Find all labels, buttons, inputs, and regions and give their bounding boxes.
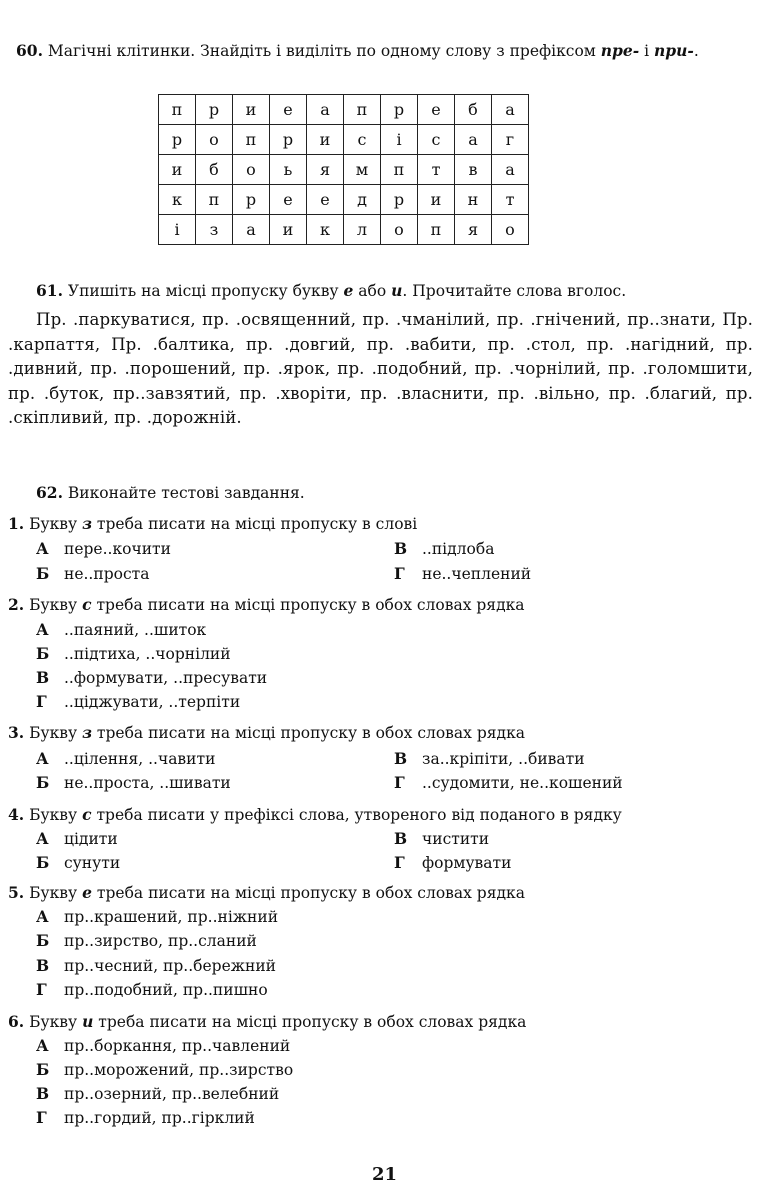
option-text: не..чеплений [422,565,532,583]
grid-cell[interactable]: а [307,95,344,125]
option-label: В [36,956,50,975]
option-v[interactable] [36,667,267,689]
option-text: пр..чесний, пр..бережний [64,957,277,975]
grid-cell[interactable]: и [233,95,270,125]
grid-cell[interactable]: п [233,125,270,155]
grid-cell[interactable]: в [455,155,492,185]
option-label: Б [36,773,50,792]
grid-cell[interactable]: р [159,125,196,155]
grid-row [159,155,529,185]
question-4 [8,804,622,826]
option-h[interactable] [394,852,511,874]
grid-cell[interactable]: о [196,125,233,155]
option-label: Б [36,564,50,583]
question-text: треба писати на місці пропуску в слові [92,515,418,533]
option-text: ..паяний, ..шиток [64,621,207,639]
task-60-heading [16,40,761,62]
option-label: Г [394,564,405,583]
task-62-number: 62. [36,483,63,502]
grid-cell[interactable]: п [159,95,196,125]
option-text: пр..озерний, пр..велебний [64,1085,280,1103]
option-text: пр..морожений, пр..зирство [64,1061,294,1079]
question-letter: з [82,723,92,742]
grid-cell[interactable]: е [270,185,307,215]
grid-cell[interactable]: л [344,215,381,245]
question-text: Букву [24,806,83,824]
option-text: пр..крашений, пр..ніжний [64,908,279,926]
option-h[interactable] [36,691,240,713]
option-label: В [394,829,408,848]
question-number: 2. [8,595,25,614]
option-v[interactable] [394,828,489,850]
question-2 [8,594,525,616]
option-text: ..підтиха, ..чорнілий [64,645,231,663]
option-text: ..підлоба [422,540,495,558]
option-text: за..кріпіти, ..бивати [422,750,585,768]
grid-cell[interactable]: б [455,95,492,125]
grid-cell[interactable]: и [270,215,307,245]
question-1 [8,513,417,535]
grid-cell[interactable]: і [381,125,418,155]
option-label: А [36,829,49,848]
option-text: пр..зирство, пр..сланий [64,932,257,950]
grid-cell[interactable]: р [381,95,418,125]
option-text: ..формувати, ..пресувати [64,669,268,687]
option-label: В [36,1084,50,1103]
grid-cell[interactable]: я [455,215,492,245]
question-5 [8,882,525,904]
option-label: Г [394,773,405,792]
option-text: пере..кочити [64,540,171,558]
option-label: Б [36,853,50,872]
letter-y: и [391,281,403,300]
grid-cell[interactable]: а [455,125,492,155]
option-label: В [394,749,408,768]
letter-grid [158,94,529,245]
grid-cell[interactable]: о [492,215,529,245]
option-text: формувати [422,854,512,872]
question-6 [8,1011,526,1033]
option-text: пр..гордий, пр..гірклий [64,1109,255,1127]
grid-cell[interactable]: и [159,155,196,185]
option-v[interactable] [394,538,494,560]
grid-cell[interactable]: а [492,95,529,125]
task-61-text-c: . Прочитайте слова вголос. [402,282,627,300]
grid-cell[interactable]: б [196,155,233,185]
grid-cell[interactable]: т [492,185,529,215]
question-letter: з [82,514,92,533]
grid-cell[interactable]: и [307,125,344,155]
option-text: чистити [422,830,490,848]
task-60-text-c: . [693,42,699,60]
grid-cell[interactable]: о [233,155,270,185]
question-text: треба писати на місці пропуску в обох словах рядка [93,1013,527,1031]
option-label: Г [36,980,47,999]
page-number: 21 [371,1164,398,1185]
question-number: 1. [8,514,25,533]
grid-cell[interactable]: р [270,125,307,155]
option-label: Б [36,1060,50,1079]
grid-cell[interactable]: і [159,215,196,245]
grid-cell[interactable]: ь [270,155,307,185]
grid-cell[interactable]: а [492,155,529,185]
question-letter: и [82,1012,94,1031]
task-61-number: 61. [36,281,63,300]
option-text: ..судомити, не..кошений [422,774,623,792]
prefix-pry: при- [654,41,694,60]
question-text: треба писати на місці пропуску в обох словах рядка [91,596,525,614]
grid-row [159,215,529,245]
grid-row [159,185,529,215]
option-text: цідити [64,830,118,848]
option-label: А [36,539,49,558]
question-number: 6. [8,1012,25,1031]
grid-cell[interactable]: я [307,155,344,185]
option-label: Г [36,692,47,711]
task-61-word-list: Пр. .паркуватися, пр. .освященний, пр. .чманілий, пр. .гнічений, пр..знати, Пр. .карпаття, Пр. .балтика, пр. .довгий, пр. .вабити, пр. .стол, пр. .нагідний, пр. .дивний, пр. .порошений, пр. .ярок, пр. .подобний, пр. .чорнілий, пр. .голомшити, пр. .буток, пр..завзятий, пр. .хворіти, пр. .власнити, пр. .вільно, пр. .благий, пр. .скіпливий, пр. .дорожній. [8,310,753,427]
option-text: пр..подобний, пр..пишно [64,981,268,999]
question-text: Букву [24,515,83,533]
question-text: треба писати у префіксі слова, утвореного від поданого в рядку [91,806,622,824]
grid-cell[interactable]: п [418,215,455,245]
option-a[interactable] [36,906,278,928]
grid-row [159,95,529,125]
grid-cell[interactable]: д [344,185,381,215]
question-letter: с [82,805,92,824]
question-text: Букву [24,596,83,614]
grid-cell[interactable]: р [233,185,270,215]
question-text: Букву [24,724,83,742]
option-text: пр..боркання, пр..чавлений [64,1037,291,1055]
option-label: Б [36,644,50,663]
option-text: не..проста [64,565,150,583]
task-61-text-a: Упишіть на місці пропуску букву [62,282,344,300]
option-b[interactable] [36,772,231,794]
grid-cell[interactable]: р [381,185,418,215]
option-b[interactable] [36,563,149,585]
option-label: А [36,620,49,639]
grid-cell[interactable]: и [418,185,455,215]
option-label: А [36,907,49,926]
task-61-text-b: або [353,282,392,300]
option-a[interactable] [36,619,206,641]
question-letter: с [82,595,92,614]
option-label: В [394,539,408,558]
question-text: треба писати на місці пропуску в обох словах рядка [91,884,525,902]
option-a[interactable] [36,748,215,770]
grid-row [159,125,529,155]
grid-cell[interactable]: м [344,155,381,185]
option-h[interactable] [394,563,531,585]
option-label: Г [394,853,405,872]
prefix-pre: пре- [600,41,640,60]
option-text: не..проста, ..шивати [64,774,231,792]
letter-e: е [343,281,354,300]
option-b[interactable] [36,930,257,952]
option-a[interactable] [36,1035,290,1057]
option-h[interactable] [394,772,623,794]
task-62-text: Виконайте тестові завдання. [62,484,305,502]
option-h[interactable] [36,979,268,1001]
task-60-text-b: і [639,42,654,60]
task-61-heading [36,280,736,302]
option-a[interactable] [36,538,171,560]
option-v[interactable] [36,1083,279,1105]
option-text: ..ціджувати, ..терпіти [64,693,241,711]
grid-cell[interactable]: т [418,155,455,185]
grid-cell[interactable]: о [381,215,418,245]
question-number: 3. [8,723,25,742]
option-label: А [36,749,49,768]
option-label: Б [36,931,50,950]
question-number: 5. [8,883,25,902]
grid-cell[interactable]: н [455,185,492,215]
grid-cell[interactable]: е [270,95,307,125]
option-h[interactable] [36,1107,255,1129]
option-v[interactable] [394,748,585,770]
question-letter: е [82,883,92,902]
option-b[interactable] [36,643,231,665]
task-62-heading [36,482,305,504]
grid-cell[interactable]: г [492,125,529,155]
option-a[interactable] [36,828,118,850]
question-3 [8,722,525,744]
grid-cell[interactable]: з [196,215,233,245]
option-b[interactable] [36,852,120,874]
grid-cell[interactable]: п [381,155,418,185]
option-text: сунути [64,854,121,872]
question-number: 4. [8,805,25,824]
grid-cell[interactable]: п [196,185,233,215]
grid-cell[interactable]: с [418,125,455,155]
question-text: треба писати на місці пропуску в обох словах рядка [92,724,525,742]
option-text: ..цілення, ..чавити [64,750,216,768]
question-text: Букву [24,1013,83,1031]
option-label: В [36,668,50,687]
option-label: А [36,1036,49,1055]
grid-cell[interactable]: е [307,185,344,215]
grid-cell[interactable]: п [344,95,381,125]
grid-cell[interactable]: с [344,125,381,155]
grid-cell[interactable]: а [233,215,270,245]
question-text: Букву [24,884,83,902]
task-60-number: 60. [16,41,43,60]
task-60-text-a: Магічні клітинки. Знайдіть і виділіть по одному слову з префіксом [42,42,601,60]
grid-cell[interactable]: р [196,95,233,125]
option-v[interactable] [36,955,276,977]
grid-cell[interactable]: к [307,215,344,245]
grid-cell[interactable]: к [159,185,196,215]
option-label: Г [36,1108,47,1127]
grid-cell[interactable]: е [418,95,455,125]
option-b[interactable] [36,1059,293,1081]
